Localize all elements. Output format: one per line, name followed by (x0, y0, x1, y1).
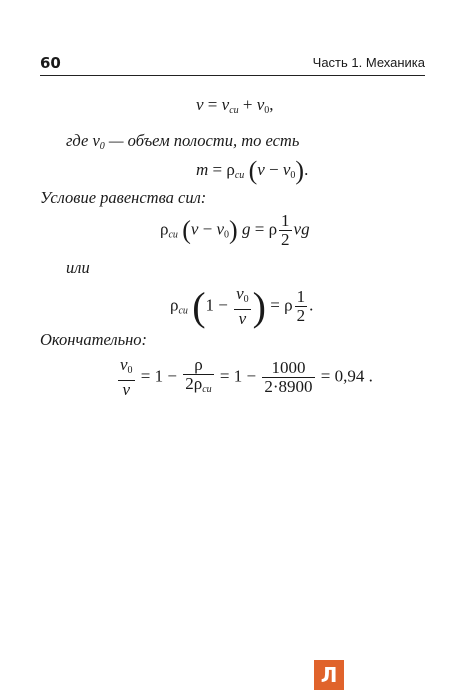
eq3-v0-sub: 0 (224, 229, 230, 241)
eq3-rho: ρ (160, 219, 169, 239)
eq5-tail: . (368, 366, 373, 386)
eq5-fraction1 (118, 356, 135, 399)
eq5-fraction3 (262, 359, 314, 396)
eq3-v0: v (216, 219, 225, 239)
eq1-tail: , (269, 95, 274, 114)
eq3-frac-num: 1 (281, 211, 290, 230)
eq4-fraction (234, 285, 251, 328)
equation-3: $\rho_{cu}$ $(v - v_0)$ g = ρ $\frac{1}{2}$ vg (160, 211, 310, 249)
text-condition: Условие равенства сил: (40, 188, 207, 207)
eq4-one: 1 (205, 295, 215, 315)
text-or: или (66, 258, 90, 277)
eq3-vg: vg (293, 219, 310, 239)
eq5-result: 0,94 (334, 366, 365, 386)
eq4-fraction2 (295, 288, 308, 325)
eq2-rho-sub: cu (234, 169, 245, 181)
eq5-frac3-den: 2·8900 (264, 377, 313, 396)
eq3-fraction (279, 212, 292, 249)
eq3-frac-den: 2 (281, 230, 290, 249)
running-head: Часть 1. Механика (312, 55, 425, 70)
eq5-frac1-num-sub: 0 (127, 365, 133, 376)
eq5-frac1-num: v (120, 355, 128, 374)
eq2-lhs: m (196, 159, 209, 179)
eq4-frac-num: v (236, 284, 244, 303)
equation-1: $v = v_{cu} + v_0$, (196, 95, 274, 116)
eq5-one: 1 (154, 366, 164, 386)
eq5-one2: 1 (233, 366, 243, 386)
eq1-term1: v (221, 95, 230, 114)
eq1-term2: v (256, 95, 265, 114)
eq4-frac2-den: 2 (296, 306, 306, 325)
eq4-rho2: ρ (284, 295, 293, 315)
header-rule (40, 75, 425, 76)
eq4-tail: . (309, 295, 314, 315)
eq3-rho-sub: cu (168, 229, 178, 241)
page-header (40, 50, 425, 74)
eq1-term2-sub: 0 (264, 105, 270, 116)
eq1-term1-sub: cu (229, 105, 239, 116)
eq5-frac2-den: 2ρ (185, 374, 203, 393)
text-where-var: v (92, 131, 100, 150)
eq5-frac2-den-sub: cu (202, 384, 212, 395)
eq3-g: g (241, 219, 251, 239)
eq1-lhs: v (196, 95, 204, 114)
eq2-rho: ρ (226, 159, 235, 179)
eq4-rho-sub: cu (178, 305, 188, 317)
eq3-v: v (190, 219, 199, 239)
eq2-tail: . (304, 159, 309, 179)
publisher-logo: Л (314, 660, 344, 690)
eq5-fraction2 (183, 356, 213, 399)
eq5-frac2-num: ρ (194, 355, 203, 374)
text-finally: Окончательно: (40, 330, 148, 349)
eq4-rho: ρ (170, 295, 179, 315)
eq2-v0-sub: 0 (290, 169, 296, 181)
eq4-frac-den: v (234, 309, 251, 328)
equation-4: $\rho_{cu}$ (1 − $\frac{v_0}{v}$ ) = ρ $\frac{1}{2}$ . (170, 284, 314, 329)
text-where-rest: — объем полости, то есть (104, 131, 300, 150)
text-where-prefix: где (66, 131, 93, 150)
text-where (66, 131, 299, 152)
eq2-v0: v (282, 159, 291, 179)
text-where-sub: 0 (99, 141, 105, 152)
page-number: 60 (40, 54, 61, 72)
eq3-rho2: ρ (268, 219, 278, 239)
equation-2: $m = \rho_{cu}$ $(v - v_0)$. (196, 156, 309, 185)
equation-5: $\frac{v_0}{v}$ = 1 − $\frac{\rho}{2\rho_{cu}}$ = 1 − $\frac{1000}{2\cdot 8900}$ = 0,94 . (120, 355, 373, 399)
eq5-frac1-den: v (118, 380, 135, 399)
eq2-v: v (257, 159, 265, 179)
eq4-frac-num-sub: 0 (243, 294, 249, 305)
eq5-frac3-num: 1000 (271, 358, 306, 377)
eq4-frac2-num: 1 (296, 287, 306, 306)
